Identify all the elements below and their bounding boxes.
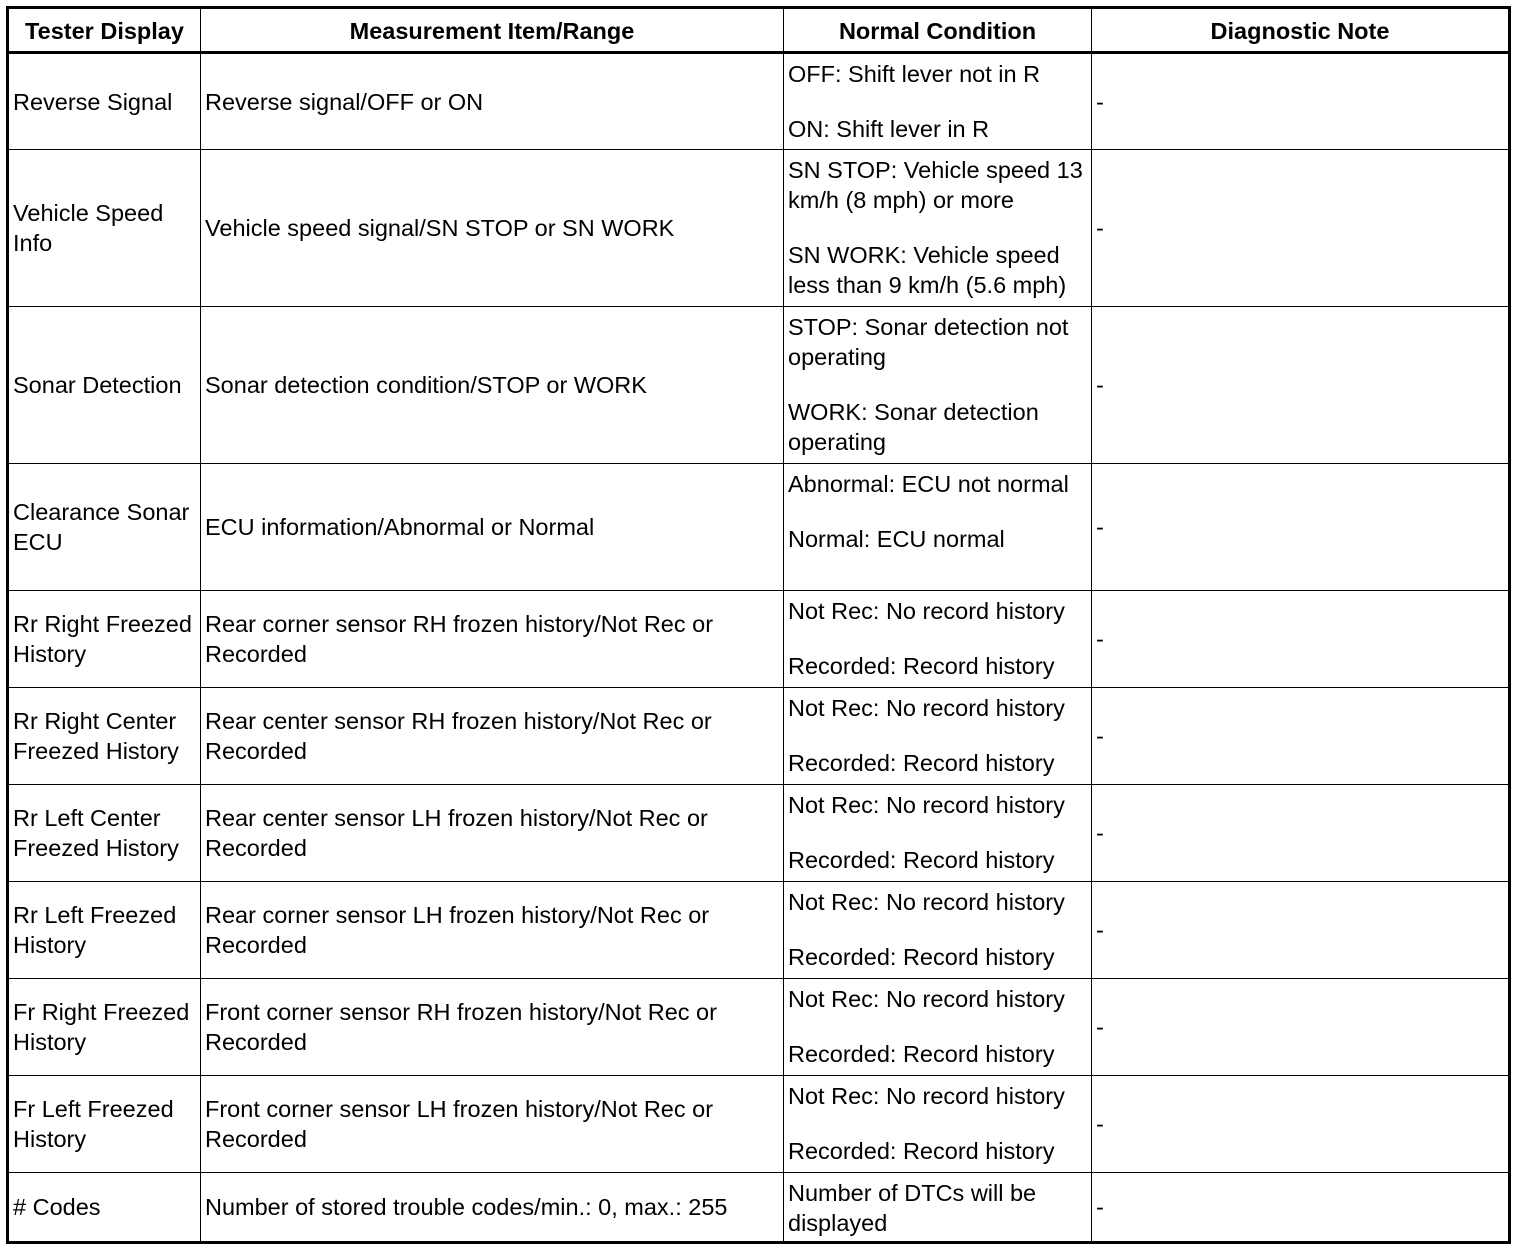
header-tester-display: Tester Display: [8, 8, 201, 53]
normal-condition-line: Abnormal: ECU not normal: [788, 471, 1069, 497]
header-row: [8, 8, 1510, 53]
normal-condition-line: Not Rec: No record history: [788, 792, 1065, 818]
diagnostic-note-cell: -: [1092, 1076, 1510, 1173]
normal-condition-line: Not Rec: No record history: [788, 598, 1065, 624]
normal-condition-line: ON: Shift lever in R: [788, 116, 990, 142]
table-row: [8, 785, 1510, 882]
table-body: [8, 53, 1510, 1243]
diagnostic-note-cell: -: [1092, 464, 1510, 591]
diagnostic-note-cell: -: [1092, 53, 1510, 150]
tester-display-cell: Rr Left Freezed History: [8, 882, 201, 979]
table-row: [8, 1076, 1510, 1173]
diagnostic-note-cell: -: [1092, 307, 1510, 464]
tester-display-cell: Vehicle Speed Info: [8, 150, 201, 307]
data-list-table: [6, 6, 1511, 1244]
normal-condition-line: Not Rec: No record history: [788, 695, 1065, 721]
measurement-cell: Front corner sensor RH frozen history/Not Rec or Recorded: [201, 979, 784, 1076]
normal-condition-line: Not Rec: No record history: [788, 1083, 1065, 1109]
normal-condition-line: Recorded: Record history: [788, 944, 1055, 970]
normal-condition-line: Recorded: Record history: [788, 653, 1055, 679]
diagnostic-note-cell: -: [1092, 591, 1510, 688]
table-row: [8, 1173, 1510, 1243]
diagnostic-note-cell: -: [1092, 150, 1510, 307]
normal-condition-line: OFF: Shift lever not in R: [788, 61, 1041, 87]
tester-display-cell: Reverse Signal: [8, 53, 201, 150]
tester-display-cell: Clearance Sonar ECU: [8, 464, 201, 591]
normal-condition-cell: [784, 1076, 1092, 1173]
normal-condition-line: Recorded: Record history: [788, 847, 1055, 873]
header-normal-condition: Normal Condition: [784, 8, 1092, 53]
normal-condition-cell: [784, 979, 1092, 1076]
normal-condition-line: Recorded: Record history: [788, 1138, 1055, 1164]
normal-condition-cell: [784, 53, 1092, 150]
normal-condition-cell: [784, 1173, 1092, 1243]
measurement-cell: Vehicle speed signal/SN STOP or SN WORK: [201, 150, 784, 307]
normal-condition-cell: [784, 785, 1092, 882]
table-row: [8, 979, 1510, 1076]
normal-condition-cell: [784, 150, 1092, 307]
normal-condition-line: WORK: Sonar detection operating: [788, 399, 1039, 455]
measurement-cell: Rear center sensor RH frozen history/Not Rec or Recorded: [201, 688, 784, 785]
measurement-cell: Rear center sensor LH frozen history/Not Rec or Recorded: [201, 785, 784, 882]
diagnostic-note-cell: -: [1092, 688, 1510, 785]
measurement-cell: Rear corner sensor LH frozen history/Not Rec or Recorded: [201, 882, 784, 979]
normal-condition-line: Recorded: Record history: [788, 1041, 1055, 1067]
normal-condition-cell: [784, 307, 1092, 464]
table-row: [8, 464, 1510, 591]
normal-condition-line: SN STOP: Vehicle speed 13 km/h (8 mph) or more: [788, 157, 1083, 213]
measurement-cell: Number of stored trouble codes/min.: 0, max.: 255: [201, 1173, 784, 1243]
measurement-cell: Reverse signal/OFF or ON: [201, 53, 784, 150]
table-header: [8, 8, 1510, 53]
normal-condition-line: Recorded: Record history: [788, 750, 1055, 776]
normal-condition-cell: [784, 882, 1092, 979]
header-diagnostic-note: Diagnostic Note: [1092, 8, 1510, 53]
measurement-cell: Sonar detection condition/STOP or WORK: [201, 307, 784, 464]
tester-display-cell: Fr Left Freezed History: [8, 1076, 201, 1173]
diagnostic-note-cell: -: [1092, 785, 1510, 882]
normal-condition-line: Number of DTCs will be displayed: [788, 1180, 1037, 1236]
measurement-cell: Rear corner sensor RH frozen history/Not Rec or Recorded: [201, 591, 784, 688]
normal-condition-line: Not Rec: No record history: [788, 986, 1065, 1012]
measurement-cell: Front corner sensor LH frozen history/Not Rec or Recorded: [201, 1076, 784, 1173]
tester-display-cell: # Codes: [8, 1173, 201, 1243]
normal-condition-line: Normal: ECU normal: [788, 526, 1005, 552]
table-row: [8, 882, 1510, 979]
table-row: [8, 150, 1510, 307]
normal-condition-line: Not Rec: No record history: [788, 889, 1065, 915]
header-measurement-item: Measurement Item/Range: [201, 8, 784, 53]
tester-display-cell: Sonar Detection: [8, 307, 201, 464]
normal-condition-cell: [784, 688, 1092, 785]
table-row: [8, 307, 1510, 464]
tester-display-cell: Rr Left Center Freezed History: [8, 785, 201, 882]
diagnostic-note-cell: -: [1092, 882, 1510, 979]
table-row: [8, 688, 1510, 785]
tester-display-cell: Fr Right Freezed History: [8, 979, 201, 1076]
normal-condition-line: SN WORK: Vehicle speed less than 9 km/h (5.6 mph): [788, 242, 1067, 298]
table-row: [8, 53, 1510, 150]
normal-condition-cell: [784, 464, 1092, 591]
measurement-cell: ECU information/Abnormal or Normal: [201, 464, 784, 591]
normal-condition-cell: [784, 591, 1092, 688]
normal-condition-line: STOP: Sonar detection not operating: [788, 314, 1069, 370]
diagnostic-note-cell: -: [1092, 979, 1510, 1076]
diagnostic-note-cell: -: [1092, 1173, 1510, 1243]
table-row: [8, 591, 1510, 688]
tester-display-cell: Rr Right Center Freezed History: [8, 688, 201, 785]
tester-display-cell: Rr Right Freezed History: [8, 591, 201, 688]
